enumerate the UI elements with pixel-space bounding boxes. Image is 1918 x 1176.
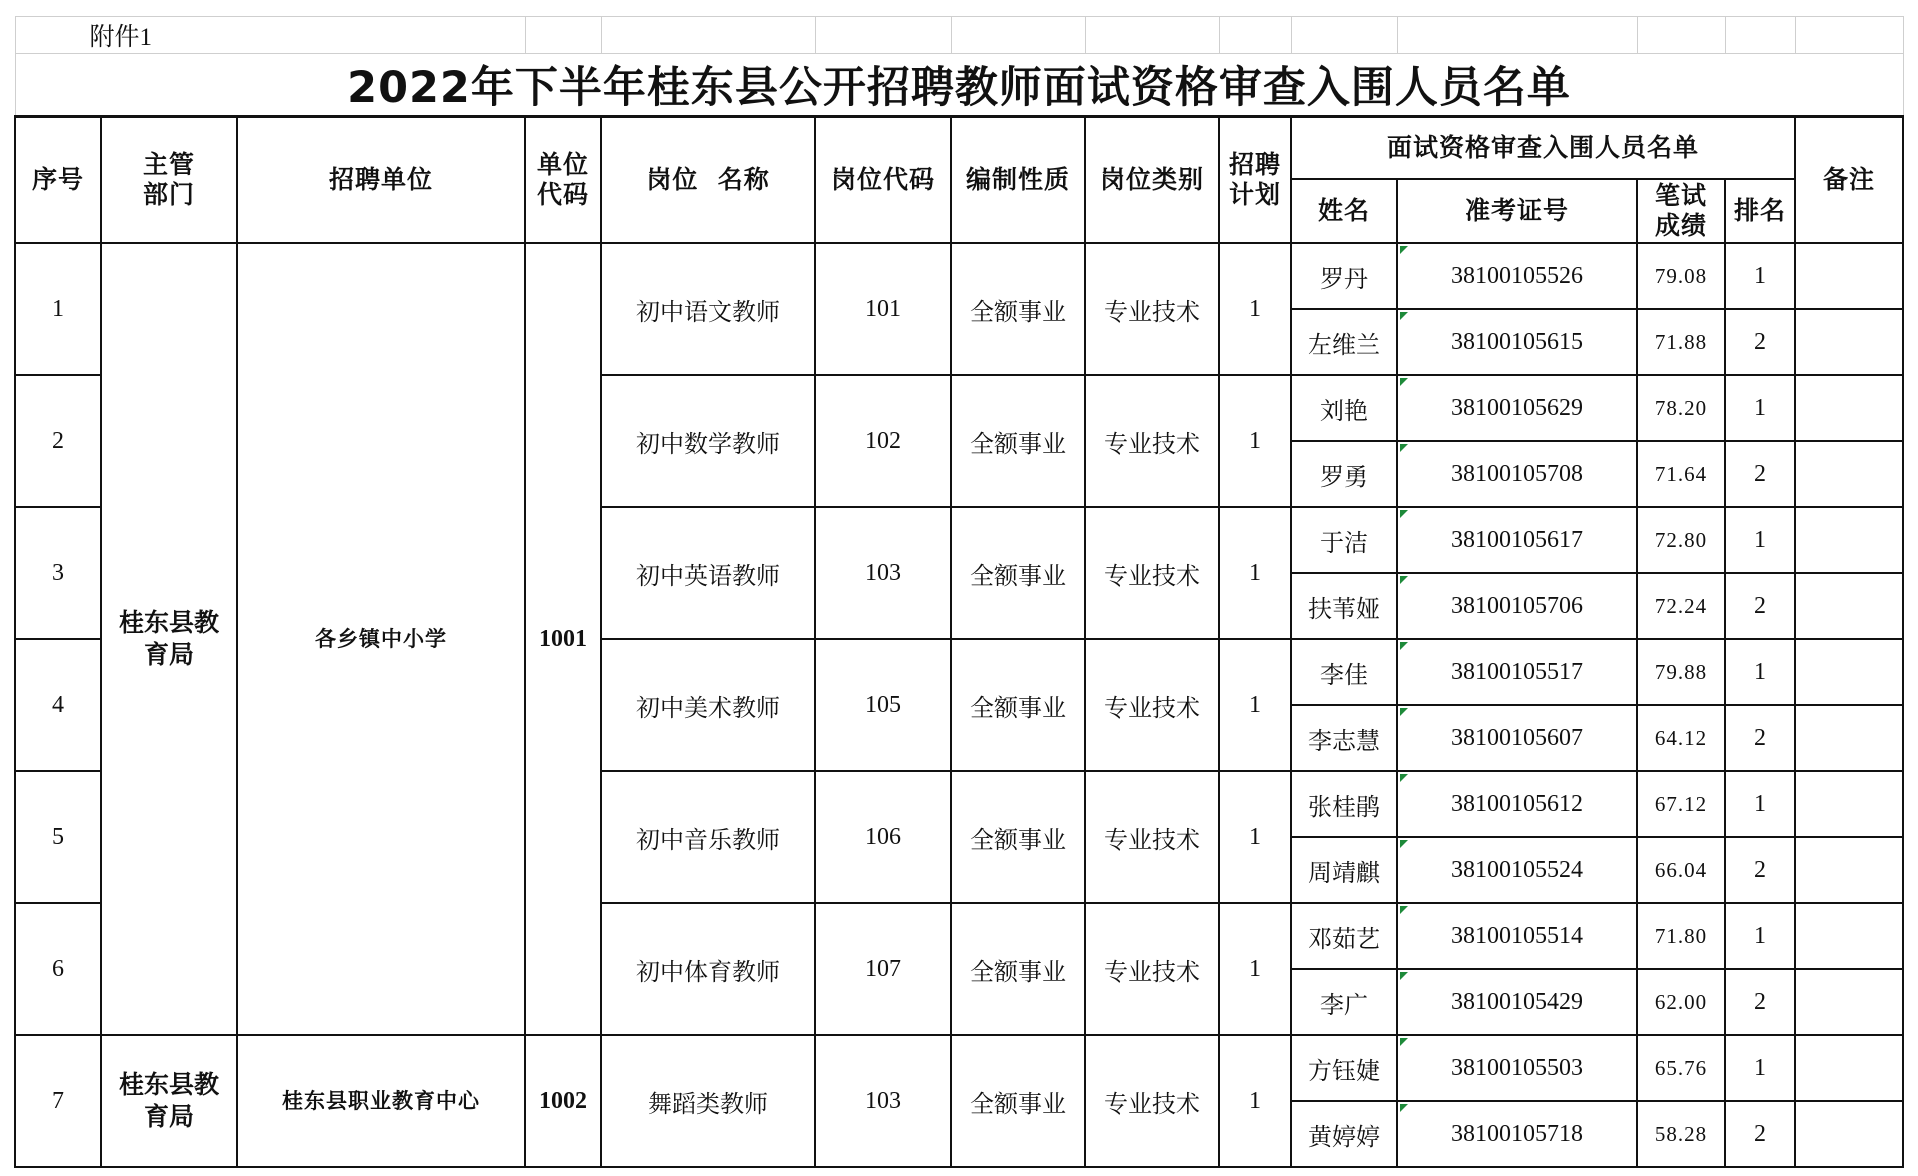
seq-cell: 3: [15, 507, 101, 639]
dept-cell: 桂东县教 育局: [101, 1035, 237, 1167]
ticket-cell: 38100105429: [1397, 969, 1637, 1035]
rank-cell: 1: [1725, 375, 1795, 441]
name-cell: 左维兰: [1291, 309, 1397, 375]
spreadsheet: [14, 16, 1902, 1168]
rank-cell: 1: [1725, 903, 1795, 969]
header-post-name: 岗位 名称: [601, 117, 815, 244]
post-type-cell: 专业技术: [1085, 903, 1219, 1035]
staffing-cell: 全额事业: [951, 243, 1085, 375]
score-cell: 58.28: [1637, 1101, 1725, 1167]
note-cell: [1795, 903, 1903, 969]
post-type-cell: 专业技术: [1085, 375, 1219, 507]
attachment-row: [15, 17, 1903, 54]
plan-cell: 1: [1219, 375, 1291, 507]
seq-cell: 1: [15, 243, 101, 375]
name-cell: 于洁: [1291, 507, 1397, 573]
unit-code-cell: 1002: [525, 1035, 601, 1167]
header-ticket: 准考证号: [1397, 179, 1637, 243]
staffing-cell: 全额事业: [951, 375, 1085, 507]
candidate-table: [14, 16, 1904, 1168]
score-cell: 67.12: [1637, 771, 1725, 837]
score-cell: 79.08: [1637, 243, 1725, 309]
plan-cell: 1: [1219, 903, 1291, 1035]
post-type-cell: 专业技术: [1085, 507, 1219, 639]
header-plan: 招聘 计划: [1219, 117, 1291, 244]
header-dept: 主管 部门: [101, 117, 237, 244]
rank-cell: 2: [1725, 573, 1795, 639]
post-code-cell: 107: [815, 903, 951, 1035]
rank-cell: 2: [1725, 705, 1795, 771]
seq-cell: 4: [15, 639, 101, 771]
ticket-cell: 38100105617: [1397, 507, 1637, 573]
ticket-cell: 38100105615: [1397, 309, 1637, 375]
post-type-cell: 专业技术: [1085, 771, 1219, 903]
plan-cell: 1: [1219, 1035, 1291, 1167]
header-group: 面试资格审查入围人员名单: [1291, 117, 1795, 180]
ticket-cell: 38100105514: [1397, 903, 1637, 969]
score-cell: 65.76: [1637, 1035, 1725, 1101]
post-code-cell: 103: [815, 1035, 951, 1167]
staffing-cell: 全额事业: [951, 639, 1085, 771]
ticket-cell: 38100105517: [1397, 639, 1637, 705]
post-type-cell: 专业技术: [1085, 1035, 1219, 1167]
score-cell: 64.12: [1637, 705, 1725, 771]
staffing-cell: 全额事业: [951, 507, 1085, 639]
post-code-cell: 105: [815, 639, 951, 771]
note-cell: [1795, 969, 1903, 1035]
seq-cell: 5: [15, 771, 101, 903]
score-cell: 62.00: [1637, 969, 1725, 1035]
post-code-cell: 101: [815, 243, 951, 375]
unit-cell: 桂东县职业教育中心: [237, 1035, 525, 1167]
post-type-cell: 专业技术: [1085, 243, 1219, 375]
post-name-cell: 初中语文教师: [601, 243, 815, 375]
header-post-type: 岗位类别: [1085, 117, 1219, 244]
name-cell: 张桂鹃: [1291, 771, 1397, 837]
note-cell: [1795, 1101, 1903, 1167]
post-code-cell: 106: [815, 771, 951, 903]
post-name-cell: 初中美术教师: [601, 639, 815, 771]
title-row: [15, 54, 1903, 117]
name-cell: 周靖麒: [1291, 837, 1397, 903]
score-cell: 71.80: [1637, 903, 1725, 969]
ticket-cell: 38100105607: [1397, 705, 1637, 771]
header-score: 笔试 成绩: [1637, 179, 1725, 243]
note-cell: [1795, 243, 1903, 309]
score-cell: 72.80: [1637, 507, 1725, 573]
header-row: [15, 117, 1903, 180]
unit-code-cell: 1001: [525, 243, 601, 1035]
name-cell: 罗勇: [1291, 441, 1397, 507]
page-title: 2022年下半年桂东县公开招聘教师面试资格审查入围人员名单: [15, 54, 1903, 117]
post-type-cell: 专业技术: [1085, 639, 1219, 771]
note-cell: [1795, 771, 1903, 837]
ticket-cell: 38100105526: [1397, 243, 1637, 309]
ticket-cell: 38100105524: [1397, 837, 1637, 903]
rank-cell: 1: [1725, 243, 1795, 309]
ticket-cell: 38100105612: [1397, 771, 1637, 837]
post-code-cell: 102: [815, 375, 951, 507]
name-cell: 李佳: [1291, 639, 1397, 705]
ticket-cell: 38100105629: [1397, 375, 1637, 441]
note-cell: [1795, 837, 1903, 903]
rank-cell: 2: [1725, 969, 1795, 1035]
post-name-cell: 舞蹈类教师: [601, 1035, 815, 1167]
ticket-cell: 38100105718: [1397, 1101, 1637, 1167]
unit-cell: 各乡镇中小学: [237, 243, 525, 1035]
header-staffing: 编制性质: [951, 117, 1085, 244]
rank-cell: 1: [1725, 507, 1795, 573]
rank-cell: 1: [1725, 1035, 1795, 1101]
attachment-label: 附件1: [15, 17, 525, 54]
note-cell: [1795, 573, 1903, 639]
plan-cell: 1: [1219, 771, 1291, 903]
header-unit-code: 单位 代码: [525, 117, 601, 244]
seq-cell: 2: [15, 375, 101, 507]
post-name-cell: 初中音乐教师: [601, 771, 815, 903]
score-cell: 71.64: [1637, 441, 1725, 507]
seq-cell: 7: [15, 1035, 101, 1167]
note-cell: [1795, 507, 1903, 573]
ticket-cell: 38100105708: [1397, 441, 1637, 507]
header-seq: 序号: [15, 117, 101, 244]
name-cell: 方钰婕: [1291, 1035, 1397, 1101]
rank-cell: 2: [1725, 1101, 1795, 1167]
post-code-cell: 103: [815, 507, 951, 639]
note-cell: [1795, 309, 1903, 375]
post-name-cell: 初中数学教师: [601, 375, 815, 507]
name-cell: 李广: [1291, 969, 1397, 1035]
staffing-cell: 全额事业: [951, 771, 1085, 903]
rank-cell: 1: [1725, 639, 1795, 705]
rank-cell: 2: [1725, 309, 1795, 375]
plan-cell: 1: [1219, 243, 1291, 375]
post-name-cell: 初中英语教师: [601, 507, 815, 639]
staffing-cell: 全额事业: [951, 1035, 1085, 1167]
note-cell: [1795, 375, 1903, 441]
ticket-cell: 38100105706: [1397, 573, 1637, 639]
header-name: 姓名: [1291, 179, 1397, 243]
staffing-cell: 全额事业: [951, 903, 1085, 1035]
table-row: [15, 243, 1903, 309]
plan-cell: 1: [1219, 639, 1291, 771]
score-cell: 79.88: [1637, 639, 1725, 705]
header-unit: 招聘单位: [237, 117, 525, 244]
note-cell: [1795, 1035, 1903, 1101]
post-name-cell: 初中体育教师: [601, 903, 815, 1035]
table-row: [15, 1035, 1903, 1101]
note-cell: [1795, 639, 1903, 705]
note-cell: [1795, 441, 1903, 507]
name-cell: 邓茹艺: [1291, 903, 1397, 969]
rank-cell: 1: [1725, 771, 1795, 837]
score-cell: 72.24: [1637, 573, 1725, 639]
header-post-code: 岗位代码: [815, 117, 951, 244]
name-cell: 刘艳: [1291, 375, 1397, 441]
plan-cell: 1: [1219, 507, 1291, 639]
dept-cell: 桂东县教 育局: [101, 243, 237, 1035]
name-cell: 罗丹: [1291, 243, 1397, 309]
ticket-cell: 38100105503: [1397, 1035, 1637, 1101]
rank-cell: 2: [1725, 441, 1795, 507]
header-rank: 排名: [1725, 179, 1795, 243]
name-cell: 李志慧: [1291, 705, 1397, 771]
name-cell: 黄婷婷: [1291, 1101, 1397, 1167]
rank-cell: 2: [1725, 837, 1795, 903]
score-cell: 78.20: [1637, 375, 1725, 441]
name-cell: 扶苇娅: [1291, 573, 1397, 639]
note-cell: [1795, 705, 1903, 771]
header-note: 备注: [1795, 117, 1903, 244]
seq-cell: 6: [15, 903, 101, 1035]
score-cell: 71.88: [1637, 309, 1725, 375]
score-cell: 66.04: [1637, 837, 1725, 903]
